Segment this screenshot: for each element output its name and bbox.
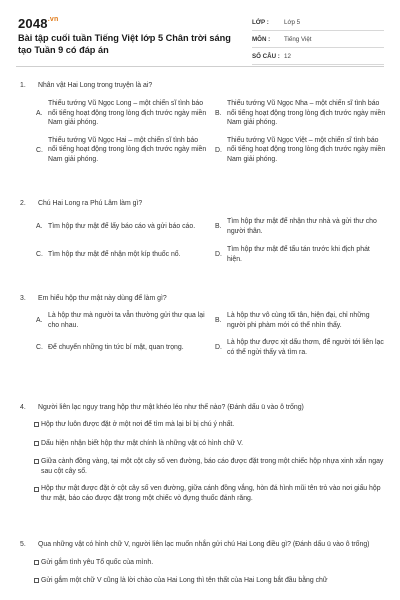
question-1 xyxy=(16,81,386,165)
option-text: Là hộp thư mà người ta vẫn thường gửi thư qua lại cho nhau. xyxy=(48,312,205,329)
option-letter: B. xyxy=(215,317,222,325)
option-c[interactable] xyxy=(36,245,207,264)
question-stem: Người liên lạc ngụy trang hộp thư mật khéo léo như thế nào? (Đánh dấu ü vào ô trống) xyxy=(38,404,304,411)
checkbox-item[interactable] xyxy=(34,439,386,449)
checkbox-label: Dấu hiện nhận biết hộp thư mật chính là những vật có hình chữ V. xyxy=(41,439,244,447)
option-letter: D. xyxy=(215,251,222,259)
option-letter: D. xyxy=(215,146,222,154)
question-2 xyxy=(16,199,386,264)
question-number: 3. xyxy=(20,295,26,302)
option-text: Tìm hộp thư mật để nhận thư nhà và gửi thư cho người thân. xyxy=(227,218,377,235)
option-letter: C. xyxy=(36,146,43,154)
option-text: Là hộp thư vô cùng tối tân, hiện đại, chỉ những người phi phàm mới có thể nhìn thấy. xyxy=(227,312,370,329)
option-letter: A. xyxy=(36,109,43,117)
meta-key: SỐ CÂU : xyxy=(252,52,280,60)
option-text: Tìm hộp thư mật để nhận một kíp thuốc nổ. xyxy=(48,250,181,258)
option-b[interactable] xyxy=(215,217,386,236)
checkbox-icon[interactable] xyxy=(34,560,39,565)
meta-row-count xyxy=(252,48,384,65)
checkbox-label: Gửi gắm tình yêu Tổ quốc của mình. xyxy=(41,559,154,566)
question-number: 4. xyxy=(20,404,26,411)
checkbox-icon[interactable] xyxy=(34,487,39,492)
option-text: Thiếu tướng Vũ Ngọc Hai – một chiến sĩ tình báo nổi tiếng hoạt động trong lòng địch trước ngày miền Nam giải phóng. xyxy=(48,136,207,163)
meta-value: Tiếng Việt xyxy=(284,35,312,43)
option-d[interactable] xyxy=(215,136,386,165)
question-4 xyxy=(16,403,386,504)
checkbox-item[interactable] xyxy=(34,576,386,586)
checkbox-label: Gửi gắm một chữ V cũng là lời chào của Hai Long thì tên thất của Hai Long bắt đầu bằng chữ xyxy=(41,576,328,584)
logo-main: 2048 xyxy=(18,16,48,31)
meta-table xyxy=(252,14,384,65)
checkbox-label: Hộp thư mật được đặt ở cột cây số ven đường, giữa cánh đồng vắng, hòn đá hình mũi tên trỏ vào nơi giấu hộp thư mật, báo cáo được đặt trong một chiếc vỏ đựng thuốc đánh răng. xyxy=(41,485,381,502)
option-text: Để chuyển những tin tức bí mật, quan trọng. xyxy=(48,343,184,351)
site-logo[interactable] xyxy=(18,16,58,31)
checkbox-item[interactable] xyxy=(34,558,386,568)
option-text: Tìm hộp thư mật để tẩu tán trước khi địch phát hiện. xyxy=(227,246,370,263)
option-letter: D. xyxy=(215,344,222,352)
meta-value: Lớp 5 xyxy=(284,18,301,26)
option-b[interactable] xyxy=(215,311,386,330)
option-c[interactable] xyxy=(36,338,207,357)
checkbox-item[interactable] xyxy=(34,420,386,430)
checkbox-icon[interactable] xyxy=(34,422,39,427)
meta-row-subject xyxy=(252,31,384,48)
checkbox-item[interactable] xyxy=(34,457,386,476)
option-letter: B. xyxy=(215,109,222,117)
option-b[interactable] xyxy=(215,99,386,128)
page-title: Bài tập cuối tuần Tiếng Việt lớp 5 Chân trời sáng tạo Tuần 9 có đáp án xyxy=(18,33,231,55)
question-stem: Nhân vật Hai Long trong truyện là ai? xyxy=(38,82,153,89)
logo-tld: .vn xyxy=(47,16,59,23)
option-text: Là hộp thư được xịt dấu thơm, để người tới liên lạc có thể ngửi thấy và tìm ra. xyxy=(227,339,384,356)
option-letter: A. xyxy=(36,317,43,325)
option-text: Thiếu tướng Vũ Ngọc Việt – một chiến sĩ tình báo nổi tiếng hoạt động trong lòng địch trước ngày miền Nam giải phóng. xyxy=(227,136,386,163)
option-text: Thiếu tướng Vũ Ngọc Long – một chiến sĩ tình báo nổi tiếng hoạt động trong lòng địch trước ngày miền Nam giải phóng. xyxy=(48,100,207,127)
option-a[interactable] xyxy=(36,99,207,128)
option-c[interactable] xyxy=(36,136,207,165)
checkbox-label: Giữa cành đồng vàng, tại một cột cây số ven đường, báo cáo được đặt trong một chiếc hộp nhựa xinh xắn ngay sau cột cây số. xyxy=(41,458,384,475)
meta-key: LỚP : xyxy=(252,18,269,26)
question-3 xyxy=(16,294,386,357)
question-stem: Em hiểu hộp thư mật này dùng để làm gì? xyxy=(38,295,167,302)
option-text: Thiếu tướng Vũ Ngọc Nha – một chiến sĩ tình báo nổi tiếng hoạt động trong lòng địch trước ngày miền Nam giải phóng. xyxy=(227,100,386,127)
question-number: 2. xyxy=(20,200,26,207)
meta-row-grade xyxy=(252,14,384,31)
question-stem: Chú Hai Long ra Phú Lâm làm gì? xyxy=(38,200,143,207)
option-a[interactable] xyxy=(36,311,207,330)
question-stem: Qua những vật có hình chữ V, người liên lạc muốn nhắn gửi chú Hai Long điều gì? (Đánh dấu ü vào ô trống) xyxy=(38,541,370,548)
option-letter: B. xyxy=(215,223,222,231)
option-a[interactable] xyxy=(36,217,207,236)
option-letter: A. xyxy=(36,223,43,231)
question-number: 1. xyxy=(20,82,26,89)
header-divider xyxy=(16,66,384,67)
meta-value: 12 xyxy=(284,52,291,60)
meta-key: MÔN : xyxy=(252,35,271,43)
question-5 xyxy=(16,540,386,585)
checkbox-icon[interactable] xyxy=(34,441,39,446)
option-letter: C. xyxy=(36,251,43,259)
checkbox-icon[interactable] xyxy=(34,578,39,583)
checkbox-label: Hộp thư luôn được đặt ở một nơi để tìm mà lại bí bị chú ý nhất. xyxy=(41,421,235,428)
option-text: Tìm hộp thư mật để lấy báo cáo và gửi báo cáo. xyxy=(48,222,196,230)
option-d[interactable] xyxy=(215,338,386,357)
checkbox-icon[interactable] xyxy=(34,459,39,464)
question-number: 5. xyxy=(20,541,26,548)
option-d[interactable] xyxy=(215,245,386,264)
checkbox-item[interactable] xyxy=(34,484,386,503)
option-letter: C. xyxy=(36,344,43,352)
